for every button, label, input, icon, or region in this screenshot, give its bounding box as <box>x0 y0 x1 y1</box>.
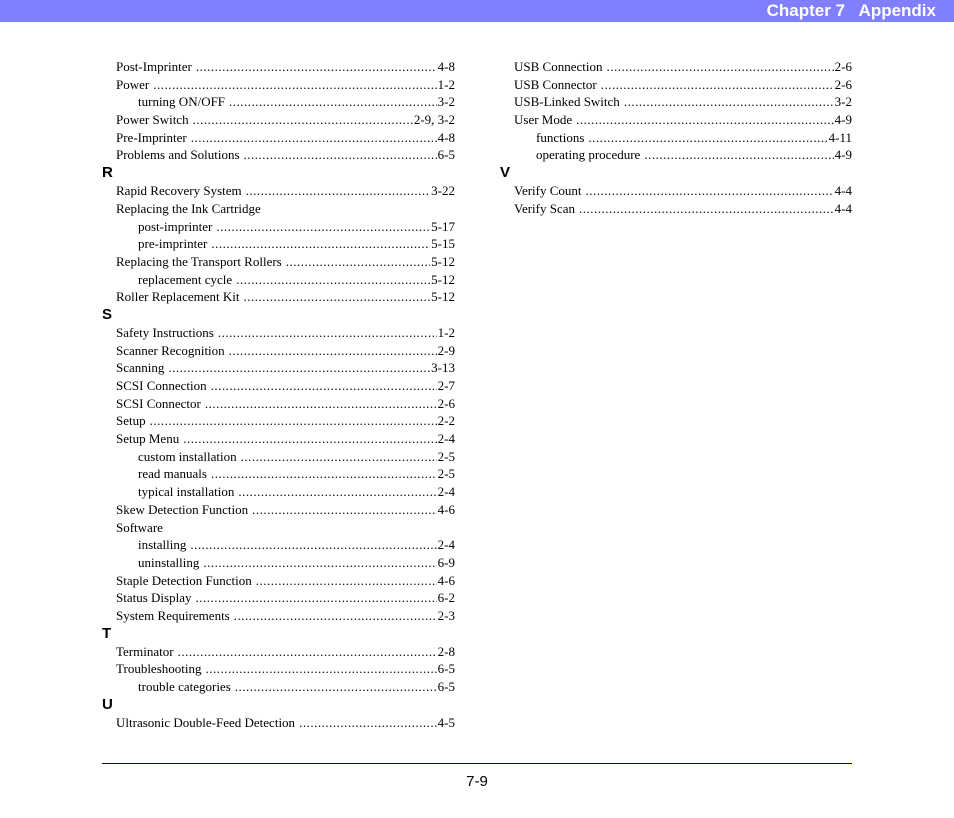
page-reference-link[interactable]: 2-6 <box>834 76 852 92</box>
index-subentry[interactable] <box>116 93 455 111</box>
leader-dots <box>178 643 437 661</box>
leader-dots <box>586 182 834 200</box>
page-reference-link[interactable]: 4-8 <box>437 129 455 145</box>
leader-dots <box>286 253 430 271</box>
index-term: installing <box>138 537 187 553</box>
leader-dots <box>299 714 437 732</box>
index-subentry[interactable] <box>116 554 455 572</box>
index-term: Verify Scan <box>514 200 576 216</box>
page-reference-link[interactable]: 4-4 <box>834 200 852 216</box>
index-term: Pre-Imprinter <box>116 129 187 145</box>
index-term: Terminator <box>116 643 174 659</box>
page-reference-link[interactable]: 2-4 <box>437 537 455 553</box>
index-term: User Mode <box>514 112 573 128</box>
index-term: USB-Linked Switch <box>514 94 620 110</box>
leader-dots <box>216 218 430 236</box>
index-term: Safety Instructions <box>116 324 214 340</box>
index-term: Replacing the Ink Cartridge <box>116 200 261 216</box>
page-reference-link[interactable]: 4-9 <box>834 112 852 128</box>
footer-rule <box>102 763 852 764</box>
page-reference-link[interactable]: 5-15 <box>431 236 455 252</box>
leader-dots <box>241 448 437 466</box>
index-subentry[interactable] <box>116 448 455 466</box>
leader-dots <box>229 93 437 111</box>
leader-dots <box>211 465 437 483</box>
index-term: Skew Detection Function <box>116 501 249 517</box>
index-letter-heading: V <box>500 164 511 182</box>
leader-dots <box>579 200 834 218</box>
index-term: Post-Imprinter <box>116 59 192 74</box>
index-term: USB Connector <box>514 76 597 92</box>
leader-dots <box>238 483 436 501</box>
index-entry[interactable] <box>116 342 455 360</box>
page-reference-link[interactable]: 4-11 <box>828 129 852 145</box>
page-reference-link[interactable]: 2-4 <box>437 484 455 500</box>
page-reference-link[interactable]: 3-22 <box>431 183 455 199</box>
leader-dots <box>218 324 437 342</box>
leader-dots <box>229 342 437 360</box>
index-term: custom installation <box>138 448 237 464</box>
page-reference-link[interactable]: 2-4 <box>437 431 455 447</box>
page-reference-link[interactable]: 6-9 <box>437 554 455 570</box>
index-column-right <box>500 58 852 218</box>
index-term: uninstalling <box>138 554 200 570</box>
index-term: replacement cycle <box>138 271 233 287</box>
index-entry[interactable] <box>514 76 852 94</box>
page-reference-link[interactable]: 3-2 <box>437 94 455 110</box>
index-letter-heading: U <box>102 695 113 713</box>
index-entry[interactable] <box>116 395 455 413</box>
index-letter-heading: S <box>102 305 113 323</box>
index-term: Setup Menu <box>116 431 180 447</box>
index-subentry[interactable] <box>116 483 455 501</box>
page-reference-link[interactable]: 2-6 <box>437 395 455 411</box>
index-entry[interactable] <box>116 359 455 377</box>
page-reference-link[interactable]: 2-5 <box>437 448 455 464</box>
index-term: Replacing the Transport Rollers <box>116 253 282 269</box>
index-entry[interactable] <box>116 607 455 625</box>
page-reference-link[interactable]: 2-5 <box>437 466 455 482</box>
page-reference-link[interactable]: 4-8 <box>437 59 455 74</box>
index-entry[interactable] <box>116 129 455 147</box>
page-reference-link[interactable]: 2-3 <box>437 607 455 623</box>
leader-dots <box>601 76 834 94</box>
page-reference-link[interactable]: 5-12 <box>431 289 455 305</box>
index-entry[interactable] <box>116 714 455 732</box>
leader-dots <box>195 589 436 607</box>
index-entry[interactable] <box>116 430 455 448</box>
index-entry[interactable] <box>116 111 455 129</box>
index-term: operating procedure <box>536 147 641 163</box>
index-term: Ultrasonic Double-Feed Detection <box>116 714 296 730</box>
page-reference-link[interactable]: 6-5 <box>437 679 455 694</box>
page-reference-link[interactable]: 3-2 <box>834 94 852 110</box>
index-term: Roller Replacement Kit <box>116 289 240 305</box>
index-subentry[interactable] <box>116 678 455 696</box>
leader-dots <box>211 377 437 395</box>
chapter-title: Chapter 7 Appendix <box>766 1 936 20</box>
index-entry[interactable] <box>116 572 455 590</box>
page-reference-link[interactable]: 2-6 <box>834 59 852 74</box>
page-reference-link[interactable]: 5-12 <box>431 271 455 287</box>
page-reference-link[interactable]: 4-6 <box>437 501 455 517</box>
index-term: turning ON/OFF <box>138 94 226 110</box>
page-reference-link[interactable]: 1-2 <box>437 76 455 92</box>
leader-dots <box>256 572 437 590</box>
page-reference-link[interactable]: 2-9, 3-2 <box>413 112 455 128</box>
index-term: USB Connection <box>514 59 603 74</box>
index-entry[interactable] <box>116 200 455 218</box>
index-term: Scanning <box>116 360 165 376</box>
leader-dots <box>205 660 436 678</box>
page-reference-link[interactable]: 5-17 <box>431 218 455 234</box>
index-entry[interactable] <box>116 501 455 519</box>
leader-dots <box>183 430 436 448</box>
page-reference-link[interactable]: 6-5 <box>437 147 455 163</box>
page-reference-link[interactable]: 4-5 <box>437 714 455 730</box>
index-term: Power Switch <box>116 112 189 128</box>
index-term: Problems and Solutions <box>116 147 240 163</box>
index-subentry[interactable] <box>116 235 455 253</box>
page-reference-link[interactable]: 3-13 <box>431 360 455 376</box>
index-entry[interactable] <box>116 146 455 164</box>
index-term: Setup <box>116 413 146 429</box>
page-number: 7-9 <box>466 773 488 790</box>
leader-dots <box>243 288 430 306</box>
leader-dots <box>196 58 437 76</box>
page-reference-link[interactable]: 6-2 <box>437 590 455 606</box>
index-entry[interactable] <box>116 660 455 678</box>
chapter-header-bar <box>0 0 954 22</box>
leader-dots <box>246 182 431 200</box>
leader-dots <box>191 129 437 147</box>
index-entry[interactable] <box>116 76 455 94</box>
index-subentry[interactable] <box>116 218 455 236</box>
index-term: functions <box>536 129 585 145</box>
index-column-left <box>102 58 455 731</box>
index-term: SCSI Connection <box>116 378 207 393</box>
index-term: Software <box>116 519 163 535</box>
index-entry[interactable] <box>116 182 455 200</box>
leader-dots <box>203 554 436 572</box>
page-reference-link[interactable]: 4-6 <box>437 572 455 588</box>
page-reference-link[interactable]: 2-8 <box>437 643 455 659</box>
index-term: Verify Count <box>514 183 582 199</box>
leader-dots <box>252 501 437 519</box>
index-term: Troubleshooting <box>116 661 202 677</box>
leader-dots <box>236 271 430 289</box>
index-entry[interactable] <box>514 182 852 200</box>
index-entry[interactable] <box>116 519 455 537</box>
leader-dots <box>153 76 436 94</box>
page-reference-link[interactable]: 1-2 <box>437 324 455 340</box>
leader-dots <box>205 395 437 413</box>
index-letter-heading: T <box>102 624 112 642</box>
index-term: Power <box>116 76 150 92</box>
leader-dots <box>193 111 413 129</box>
index-term: SCSI Connector <box>116 395 201 411</box>
index-entry[interactable] <box>514 93 852 111</box>
index-entry[interactable] <box>116 58 455 76</box>
page-reference-link[interactable]: 2-2 <box>437 413 455 429</box>
index-entry[interactable] <box>514 200 852 218</box>
index-entry[interactable] <box>116 288 455 306</box>
index-term: pre-imprinter <box>138 236 208 252</box>
index-term: post-imprinter <box>138 218 213 234</box>
leader-dots <box>211 235 430 253</box>
index-entry[interactable] <box>116 643 455 661</box>
leader-dots <box>644 146 833 164</box>
index-term: read manuals <box>138 466 207 482</box>
index-term: Staple Detection Function <box>116 572 252 588</box>
index-letter-heading: R <box>102 164 113 182</box>
index-term: System Requirements <box>116 607 230 623</box>
page-reference-link[interactable]: 2-7 <box>437 378 455 393</box>
index-term: Status Display <box>116 590 192 606</box>
index-term: Scanner Recognition <box>116 342 225 358</box>
index-term: typical installation <box>138 484 235 500</box>
page-reference-link[interactable]: 2-9 <box>437 342 455 358</box>
page-reference-link[interactable]: 6-5 <box>437 661 455 677</box>
index-subentry[interactable] <box>514 129 852 147</box>
index-entry[interactable] <box>116 377 455 395</box>
leader-dots <box>235 678 437 696</box>
leader-dots <box>576 111 834 129</box>
index-entry[interactable] <box>514 58 852 76</box>
leader-dots <box>234 607 437 625</box>
index-term: trouble categories <box>138 679 231 694</box>
leader-dots <box>588 129 827 147</box>
page-reference-link[interactable]: 4-9 <box>834 147 852 163</box>
index-entry[interactable] <box>116 589 455 607</box>
index-subentry[interactable] <box>514 146 852 164</box>
leader-dots <box>190 536 436 554</box>
index-subentry[interactable] <box>116 536 455 554</box>
leader-dots <box>150 412 437 430</box>
index-entry[interactable] <box>116 412 455 430</box>
leader-dots <box>244 146 437 164</box>
index-entry[interactable] <box>514 111 852 129</box>
index-entry[interactable] <box>116 324 455 342</box>
leader-dots <box>624 93 834 111</box>
index-entry[interactable] <box>116 253 455 271</box>
index-term: Rapid Recovery System <box>116 183 242 199</box>
index-subentry[interactable] <box>116 465 455 483</box>
page-reference-link[interactable]: 5-12 <box>431 253 455 269</box>
index-subentry[interactable] <box>116 271 455 289</box>
leader-dots <box>168 359 430 377</box>
leader-dots <box>606 58 833 76</box>
page-reference-link[interactable]: 4-4 <box>834 183 852 199</box>
